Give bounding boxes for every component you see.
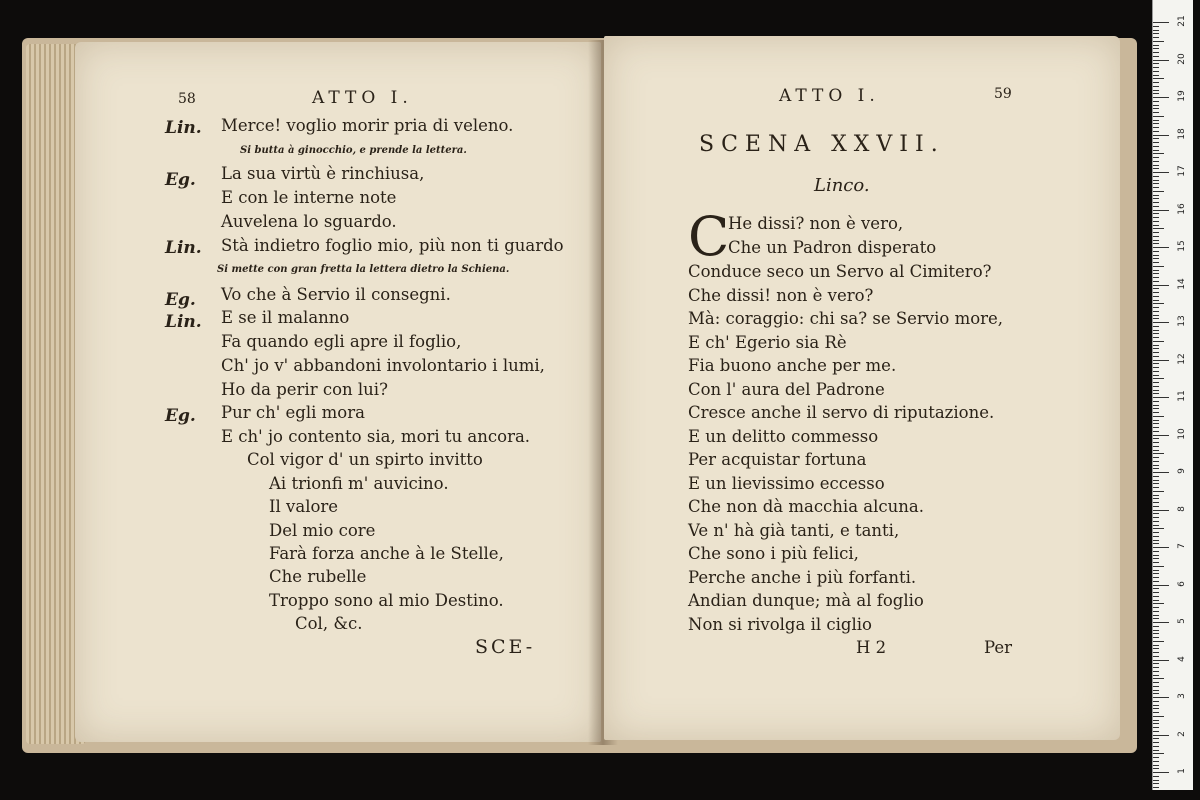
ruler-tick [1153, 303, 1164, 304]
ruler-tick [1153, 288, 1159, 289]
ruler-tick [1153, 123, 1159, 124]
ruler-tick [1153, 22, 1169, 23]
ruler-tick [1153, 97, 1169, 98]
ruler-tick [1153, 570, 1159, 571]
ruler-tick [1153, 356, 1159, 357]
ruler-number: 18 [1177, 127, 1187, 140]
ruler-tick [1153, 75, 1159, 76]
ruler-number: 7 [1177, 543, 1187, 549]
ruler-tick [1153, 697, 1169, 698]
ruler-tick [1153, 296, 1159, 297]
ruler-tick [1153, 397, 1169, 398]
ruler-tick [1153, 690, 1159, 691]
ruler-tick [1153, 318, 1159, 319]
right-page [604, 36, 1120, 740]
ruler-tick [1153, 472, 1169, 473]
ruler-tick [1153, 45, 1159, 46]
ruler-tick [1153, 735, 1169, 736]
ruler-tick [1153, 236, 1159, 237]
ruler-tick [1153, 693, 1159, 694]
ruler-tick [1153, 562, 1159, 563]
ruler-tick [1153, 153, 1164, 154]
ruler-tick [1153, 251, 1159, 252]
ruler-tick [1153, 52, 1159, 53]
ruler-tick [1153, 630, 1159, 631]
ruler-tick [1153, 258, 1159, 259]
ruler-tick [1153, 176, 1159, 177]
ruler-tick [1153, 528, 1164, 529]
ruler-tick [1153, 311, 1159, 312]
speaker-label: Eg. [165, 290, 196, 310]
ruler-tick [1153, 217, 1159, 218]
ruler-tick [1153, 483, 1159, 484]
ruler-tick [1153, 386, 1159, 387]
ruler-tick [1153, 300, 1159, 301]
ruler-tick [1153, 491, 1164, 492]
ruler-tick [1153, 423, 1159, 424]
ruler-tick [1153, 701, 1159, 702]
verse-line: Che non dà macchia alcuna. [688, 497, 924, 516]
ruler-tick [1153, 243, 1159, 244]
verse-line: Troppo sono al mio Destino. [269, 591, 504, 610]
ruler-tick [1153, 210, 1169, 211]
ruler-tick [1153, 615, 1159, 616]
ruler-number: 20 [1177, 52, 1187, 65]
ruler-tick [1153, 457, 1159, 458]
ruler-tick [1153, 393, 1159, 394]
ruler-tick [1153, 371, 1159, 372]
ruler-number: 6 [1177, 580, 1187, 587]
ruler-tick [1153, 611, 1159, 612]
ruler-tick [1153, 558, 1159, 559]
measuring-ruler [1152, 0, 1193, 790]
ruler-tick [1153, 663, 1159, 664]
ruler-tick [1153, 438, 1159, 439]
ruler-tick [1153, 183, 1159, 184]
verse-line: Col, &c. [295, 614, 363, 633]
ruler-tick [1153, 165, 1159, 166]
ruler-tick [1153, 48, 1159, 49]
ruler-tick [1153, 600, 1159, 601]
ruler-number: 9 [1177, 468, 1187, 474]
ruler-tick [1153, 727, 1159, 728]
speaker-label: Lin. [165, 118, 202, 138]
ruler-tick [1153, 450, 1159, 451]
ruler-tick [1153, 135, 1169, 136]
verse-line: Per acquistar fortuna [688, 450, 867, 469]
ruler-tick [1153, 416, 1164, 417]
left-page [75, 42, 601, 742]
ruler-tick [1153, 112, 1159, 113]
ruler-tick [1153, 285, 1169, 286]
right-running-head: ATTO I. [779, 86, 880, 106]
ruler-tick [1153, 232, 1159, 233]
verse-line: Perche anche i più forfanti. [688, 568, 917, 587]
verse-line: Che sono i più felici, [688, 544, 859, 563]
verse-line: Non si rivolga il ciglio [688, 615, 872, 634]
ruler-tick [1153, 506, 1159, 507]
ruler-tick [1153, 765, 1159, 766]
verse-line: E un delitto commesso [688, 427, 879, 446]
ruler-tick [1153, 517, 1159, 518]
ruler-tick [1153, 86, 1159, 87]
ruler-tick [1153, 705, 1159, 706]
ruler-tick [1153, 637, 1159, 638]
ruler-tick [1153, 247, 1169, 248]
ruler-tick [1153, 603, 1164, 604]
verse-line: Auvelena lo sguardo. [221, 212, 397, 231]
verse-line: Che dissi! non è vero? [688, 286, 874, 305]
ruler-tick [1153, 56, 1159, 57]
verse-line: Fia buono anche per me. [688, 356, 897, 375]
ruler-tick [1153, 596, 1159, 597]
ruler-tick [1153, 131, 1159, 132]
ruler-tick [1153, 566, 1164, 567]
ruler-tick [1153, 768, 1159, 769]
ruler-tick [1153, 266, 1164, 267]
ruler-tick [1153, 513, 1159, 514]
ruler-tick [1153, 150, 1159, 151]
ruler-number: 13 [1177, 315, 1187, 327]
ruler-tick [1153, 60, 1169, 61]
ruler-tick [1153, 468, 1159, 469]
ruler-tick [1153, 446, 1159, 447]
ruler-tick [1153, 712, 1159, 713]
ruler-tick [1153, 461, 1159, 462]
ruler-tick [1153, 93, 1159, 94]
ruler-tick [1153, 348, 1159, 349]
ruler-tick [1153, 326, 1159, 327]
ruler-tick [1153, 648, 1159, 649]
ruler-tick [1153, 71, 1159, 72]
ruler-tick [1153, 772, 1169, 773]
ruler-tick [1153, 63, 1159, 64]
ruler-tick [1153, 652, 1159, 653]
verse-line: Ho da perir con lui? [221, 380, 388, 399]
verse-line: Andian dunque; mà al foglio [688, 591, 924, 610]
left-page-number: 58 [178, 91, 196, 107]
ruler-number: 17 [1177, 165, 1187, 177]
ruler-tick [1153, 671, 1159, 672]
ruler-tick [1153, 678, 1164, 679]
ruler-tick [1153, 780, 1159, 781]
ruler-tick [1153, 588, 1159, 589]
verse-line: E con le interne note [221, 188, 397, 207]
verse-line: He dissi? non è vero, [728, 214, 904, 233]
ruler-number: 1 [1177, 768, 1187, 774]
scene-title: SCENA XXVII. [699, 132, 945, 157]
ruler-tick [1153, 333, 1159, 334]
ruler-tick [1153, 221, 1159, 222]
catchword: SCE- [475, 636, 536, 658]
ruler-tick [1153, 360, 1169, 361]
ruler-tick [1153, 480, 1159, 481]
ruler-tick [1153, 273, 1159, 274]
verse-line: Ch' jo v' abbandoni involontario i lumi, [221, 356, 545, 375]
ruler-number: 10 [1177, 427, 1187, 440]
ruler-tick [1153, 723, 1159, 724]
ruler-number: 8 [1177, 505, 1187, 512]
ruler-tick [1153, 412, 1159, 413]
ruler-tick [1153, 120, 1159, 121]
verse-line: Cresce anche il servo di riputazione. [688, 403, 995, 422]
ruler-tick [1153, 532, 1159, 533]
ruler-tick [1153, 172, 1169, 173]
verse-line: Che rubelle [269, 567, 367, 586]
verse-line: Merce! voglio morir pria di veleno. [221, 116, 514, 135]
ruler-tick [1153, 138, 1159, 139]
ruler-tick [1153, 547, 1169, 548]
ruler-tick [1153, 341, 1164, 342]
ruler-number: 12 [1177, 352, 1187, 365]
left-running-head: ATTO I. [312, 88, 413, 108]
ruler-tick [1153, 345, 1159, 346]
ruler-tick [1153, 453, 1164, 454]
ruler-number: 11 [1177, 390, 1187, 402]
ruler-tick [1153, 442, 1159, 443]
ruler-tick [1153, 626, 1159, 627]
ruler-tick [1153, 382, 1159, 383]
verse-line: Che un Padron disperato [728, 238, 937, 257]
ruler-tick [1153, 682, 1159, 683]
ruler-tick [1153, 198, 1159, 199]
ruler-tick [1153, 753, 1164, 754]
ruler-tick [1153, 408, 1159, 409]
ruler-tick [1153, 191, 1164, 192]
ruler-tick [1153, 731, 1159, 732]
ruler-tick [1153, 228, 1164, 229]
ruler-tick [1153, 551, 1159, 552]
verse-line: E un lievissimo eccesso [688, 474, 885, 493]
ruler-tick [1153, 161, 1159, 162]
ruler-tick [1153, 746, 1159, 747]
ruler-tick [1153, 487, 1159, 488]
ruler-tick [1153, 618, 1159, 619]
speaker-label: Eg. [165, 406, 196, 426]
ruler-tick [1153, 352, 1159, 353]
ruler-tick [1153, 585, 1169, 586]
ruler-tick [1153, 262, 1159, 263]
ruler-tick [1153, 390, 1159, 391]
right-page-number: 59 [994, 86, 1012, 102]
ruler-tick [1153, 543, 1159, 544]
ruler-tick [1153, 521, 1159, 522]
ruler-tick [1153, 667, 1159, 668]
ruler-tick [1153, 675, 1159, 676]
ruler-tick [1153, 127, 1159, 128]
ruler-tick [1153, 67, 1159, 68]
ruler-tick [1153, 78, 1164, 79]
ruler-tick [1153, 225, 1159, 226]
ruler-tick [1153, 607, 1159, 608]
ruler-tick [1153, 195, 1159, 196]
verse-line: Con l' aura del Padrone [688, 380, 885, 399]
ruler-number: 5 [1177, 618, 1187, 624]
ruler-tick [1153, 525, 1159, 526]
ruler-tick [1153, 783, 1159, 784]
ruler-tick [1153, 363, 1159, 364]
speaker-label: Eg. [165, 170, 196, 190]
ruler-tick [1153, 495, 1159, 496]
ruler-number: 19 [1177, 90, 1187, 102]
ruler-tick [1153, 378, 1164, 379]
ruler-number: 15 [1177, 240, 1187, 252]
ruler-tick [1153, 206, 1159, 207]
ruler-tick [1153, 435, 1169, 436]
verse-line: Il valore [269, 497, 339, 516]
verse-line: Ve n' hà già tanti, e tanti, [688, 521, 900, 540]
ruler-tick [1153, 502, 1159, 503]
ruler-number: 21 [1177, 15, 1187, 27]
ruler-tick [1153, 720, 1159, 721]
verse-line: Stà indietro foglio mio, più non ti guardo [221, 236, 564, 255]
ruler-tick [1153, 660, 1169, 661]
ruler-tick [1153, 787, 1159, 788]
ruler-tick [1153, 633, 1159, 634]
character-name: Linco. [814, 175, 870, 196]
ruler-tick [1153, 337, 1159, 338]
ruler-tick [1153, 90, 1159, 91]
ruler-tick [1153, 555, 1159, 556]
ruler-tick [1153, 255, 1159, 256]
verse-line: La sua virtù è rinchiusa, [221, 164, 425, 183]
ruler-tick [1153, 686, 1159, 687]
ruler-tick [1153, 577, 1159, 578]
ruler-tick [1153, 240, 1159, 241]
stage-direction: Si mette con gran fretta la lettera dietro la Schiena. [217, 264, 510, 275]
ruler-tick [1153, 401, 1159, 402]
verse-line: Farà forza anche à le Stelle, [269, 544, 504, 563]
ruler-tick [1153, 757, 1159, 758]
ruler-tick [1153, 622, 1169, 623]
ruler-number: 16 [1177, 202, 1187, 215]
ruler-tick [1153, 315, 1159, 316]
catchword: Per [984, 638, 1013, 657]
ruler-tick [1153, 510, 1169, 511]
ruler-tick [1153, 750, 1159, 751]
ruler-tick [1153, 476, 1159, 477]
ruler-number: 3 [1177, 693, 1187, 699]
ruler-tick [1153, 742, 1159, 743]
ruler-tick [1153, 33, 1159, 34]
ruler-tick [1153, 427, 1159, 428]
ruler-tick [1153, 322, 1169, 323]
verse-line: Mà: coraggio: chi sa? se Servio more, [688, 309, 1004, 328]
ruler-tick [1153, 41, 1164, 42]
ruler-tick [1153, 708, 1159, 709]
ruler-tick [1153, 375, 1159, 376]
verse-line: E ch' Egerio sia Rè [688, 333, 847, 352]
ruler-tick [1153, 716, 1164, 717]
ruler-tick [1153, 101, 1159, 102]
verse-line: Pur ch' egli mora [221, 403, 365, 422]
ruler-tick [1153, 592, 1159, 593]
stage-direction: Si butta à ginocchio, e prende la lettera. [240, 145, 467, 156]
ruler-tick [1153, 116, 1164, 117]
ruler-tick [1153, 761, 1159, 762]
ruler-tick [1153, 142, 1159, 143]
ruler-tick [1153, 431, 1159, 432]
verse-line: Ai trionfi m' auvicino. [269, 474, 449, 493]
ruler-tick [1153, 82, 1159, 83]
speaker-label: Lin. [165, 238, 202, 258]
ruler-number: 14 [1177, 277, 1187, 290]
ruler-tick [1153, 498, 1159, 499]
ruler-tick [1153, 26, 1159, 27]
ruler-tick [1153, 281, 1159, 282]
ruler-tick [1153, 37, 1159, 38]
ruler-tick [1153, 146, 1159, 147]
verse-line: Col vigor d' un spirto invitto [247, 450, 483, 469]
ruler-tick [1153, 581, 1159, 582]
ruler-tick [1153, 738, 1159, 739]
ruler-tick [1153, 330, 1159, 331]
ruler-number: 4 [1177, 655, 1187, 662]
ruler-tick [1153, 420, 1159, 421]
verse-line: Del mio core [269, 521, 376, 540]
ruler-tick [1153, 30, 1159, 31]
verse-line: E ch' jo contento sia, mori tu ancora. [221, 427, 531, 446]
ruler-number: 2 [1177, 730, 1187, 737]
ruler-tick [1153, 292, 1159, 293]
ruler-tick [1153, 641, 1164, 642]
ruler-tick [1153, 108, 1159, 109]
ruler-tick [1153, 776, 1159, 777]
verse-line: Conduce seco un Servo al Cimitero? [688, 262, 992, 281]
ruler-tick [1153, 573, 1159, 574]
ruler-tick [1153, 656, 1159, 657]
ruler-tick [1153, 405, 1159, 406]
ruler-tick [1153, 540, 1159, 541]
ruler-tick [1153, 270, 1159, 271]
verse-line: Vo che à Servio il consegni. [221, 285, 451, 304]
ruler-tick [1153, 465, 1159, 466]
ruler-tick [1153, 536, 1159, 537]
speaker-label: Lin. [165, 312, 202, 332]
drop-cap: C [688, 205, 730, 268]
ruler-tick [1153, 213, 1159, 214]
verse-line: Fa quando egli apre il foglio, [221, 332, 462, 351]
ruler-tick [1153, 367, 1159, 368]
ruler-tick [1153, 645, 1159, 646]
ruler-tick [1153, 105, 1159, 106]
ruler-tick [1153, 187, 1159, 188]
ruler-tick [1153, 157, 1159, 158]
ruler-tick [1153, 202, 1159, 203]
ruler-tick [1153, 180, 1159, 181]
verse-line: E se il malanno [221, 308, 350, 327]
ruler-tick [1153, 307, 1159, 308]
signature-mark: H 2 [856, 638, 887, 657]
ruler-tick [1153, 277, 1159, 278]
ruler-tick [1153, 168, 1159, 169]
